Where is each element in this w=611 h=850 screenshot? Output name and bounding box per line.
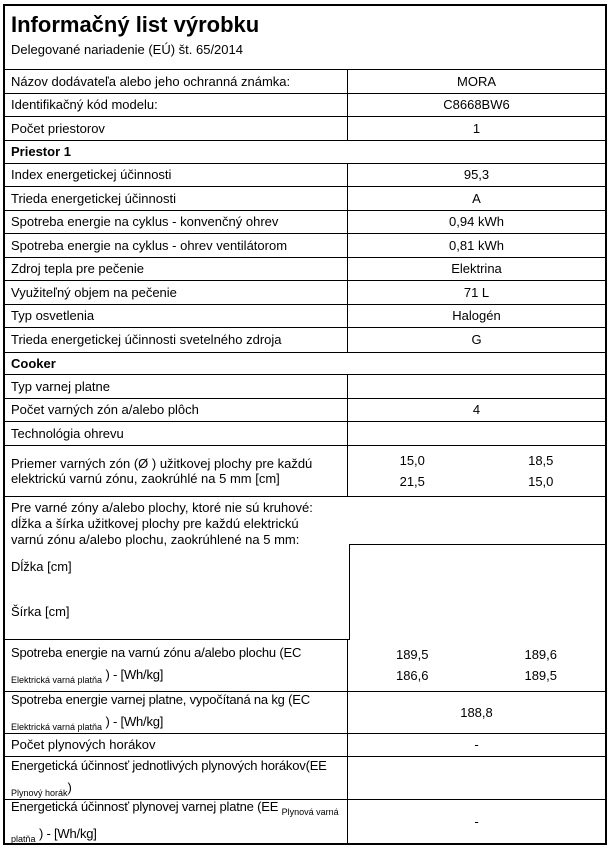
row-label [5, 640, 347, 691]
row-energy-efficiency-index [5, 163, 605, 187]
row-value: - [347, 734, 605, 757]
ec-zone-value-2: 189,6 [524, 646, 558, 662]
row-label: Názov dodávateľa alebo jeho ochranná známka: [11, 73, 291, 89]
row-label: Technológia ohrevu [11, 425, 124, 441]
row-label: Spotreba energie na cyklus - konvenčný ohrev [11, 214, 279, 230]
row-energy-efficiency-class [5, 186, 605, 210]
row-value: 0,81 kWh [347, 234, 605, 257]
row-value: - [347, 800, 605, 843]
row-label [5, 692, 347, 733]
diameter-value-4: 15,0 [528, 473, 554, 489]
row-label: Identifikačný kód modelu: [11, 97, 158, 113]
row-cavity-count [5, 116, 605, 140]
row-value: 188,8 [347, 692, 605, 733]
row-zone-diameters [5, 445, 605, 496]
diameter-value-2: 18,5 [528, 452, 554, 468]
row-usable-volume [5, 280, 605, 304]
row-ec-per-zone [5, 639, 605, 691]
row-supplier [5, 69, 605, 93]
row-label: Počet plynových horákov [11, 737, 156, 753]
section-header: Priestor 1 [11, 144, 71, 159]
row-hob-type [5, 374, 605, 398]
ec-zone-value-1: 189,5 [395, 646, 429, 662]
width-label: Šírka [cm] [11, 603, 70, 619]
row-label: Počet varných zón a/alebo plôch [11, 402, 199, 418]
row-label: Priemer varných zón (Ø ) užitkovej plochy pre každú elektrickú varnú zónu, zaokrúhlé na 5 mm [cm] [11, 455, 313, 486]
row-heating-technology [5, 421, 605, 445]
label-with-subscript: Spotreba energie varnej platne, vypočítaná na kg (EC $_{Elektrická varná platňa}$ ) - [Wh/kg] [11, 692, 310, 732]
row-value: Elektrina [347, 258, 605, 281]
row-value: 1 [347, 117, 605, 140]
row-label: Typ varnej platne [11, 378, 111, 394]
row-label: Zdroj tepla pre pečenie [11, 261, 144, 277]
row-ee-gas-hob [5, 799, 605, 843]
page-title: Informačný list výrobku [11, 12, 260, 37]
label-with-subscript: Energetická účinnosť plynovej varnej platne (EE $_{Plynová varná platňa}$ ) - [Wh/kg] [11, 799, 339, 844]
row-value: MORA [347, 70, 605, 93]
row-heat-source [5, 257, 605, 281]
row-value [347, 757, 605, 799]
row-label: Využiteľný objem na pečenie [11, 284, 177, 300]
section-cooker [5, 352, 605, 375]
row-light-type [5, 304, 605, 328]
length-label: Dĺžka [cm] [11, 558, 72, 574]
row-value: 95,3 [347, 164, 605, 187]
row-value [347, 375, 605, 398]
row-label: Počet priestorov [11, 120, 105, 136]
row-value [347, 422, 605, 445]
row-value: G [347, 328, 605, 352]
ec-zone-values [347, 640, 605, 691]
subscript-text: Elektrická varná platňa [11, 675, 103, 685]
row-ec-hob [5, 691, 605, 733]
diameter-values [347, 446, 605, 496]
label-with-subscript: Energetická účinnosť jednotlivých plynových horákov(EE $_{Plynový horák}$) [11, 758, 327, 798]
row-label: Trieda energetickej účinnosti svetelného zdroja [11, 332, 282, 348]
width-value-box [349, 592, 605, 640]
subscript-text: Elektrická varná platňa [11, 722, 103, 732]
subscript-text: Plynová varná platňa [11, 807, 339, 844]
row-value: 71 L [347, 281, 605, 304]
diameter-value-3: 21,5 [399, 473, 425, 489]
row-energy-fan [5, 233, 605, 257]
regulation-subtitle: Delegované nariadenie (EÚ) št. 65/2014 [11, 42, 243, 57]
row-value: Halogén [347, 305, 605, 328]
header-cell [5, 6, 605, 69]
noncircular-description: Pre varné zóny a/alebo plochy, ktoré nie sú kruhové: dĺžka a šírka užitkovej plochy pre každú elektrickú varnú zónu a/alebo plochu, zaokrúhlené na 5 mm: [11, 499, 313, 547]
row-energy-conventional [5, 210, 605, 234]
row-label: Typ osvetlenia [11, 308, 95, 324]
row-value: C8668BW6 [347, 94, 605, 117]
ec-zone-value-3: 186,6 [395, 668, 429, 684]
length-value-box [349, 544, 605, 593]
subscript-text: Plynový horák [11, 788, 68, 798]
row-light-class [5, 327, 605, 352]
row-label: Index energetickej účinnosti [11, 167, 172, 183]
row-value: 0,94 kWh [347, 211, 605, 234]
row-label: Trieda energetickej účinnosti [11, 190, 176, 206]
row-value: 4 [347, 399, 605, 422]
row-label [5, 800, 347, 843]
ec-zone-value-4: 189,5 [524, 668, 558, 684]
row-label: Spotreba energie na cyklus - ohrev ventilátorom [11, 237, 288, 253]
fiche-table [3, 4, 607, 845]
row-model-code [5, 93, 605, 117]
row-zone-count [5, 398, 605, 422]
diameter-value-1: 15,0 [399, 452, 425, 468]
label-with-subscript: Spotreba energie na varnú zónu a/alebo plochu (EC $_{Elektrická varná platňa}$ ) - [Wh/kg] [11, 645, 302, 685]
section-header: Cooker [11, 355, 56, 371]
row-noncircular-zones [5, 496, 605, 639]
header-row [5, 6, 605, 69]
row-value: A [347, 187, 605, 210]
section-priestor-1 [5, 140, 605, 163]
